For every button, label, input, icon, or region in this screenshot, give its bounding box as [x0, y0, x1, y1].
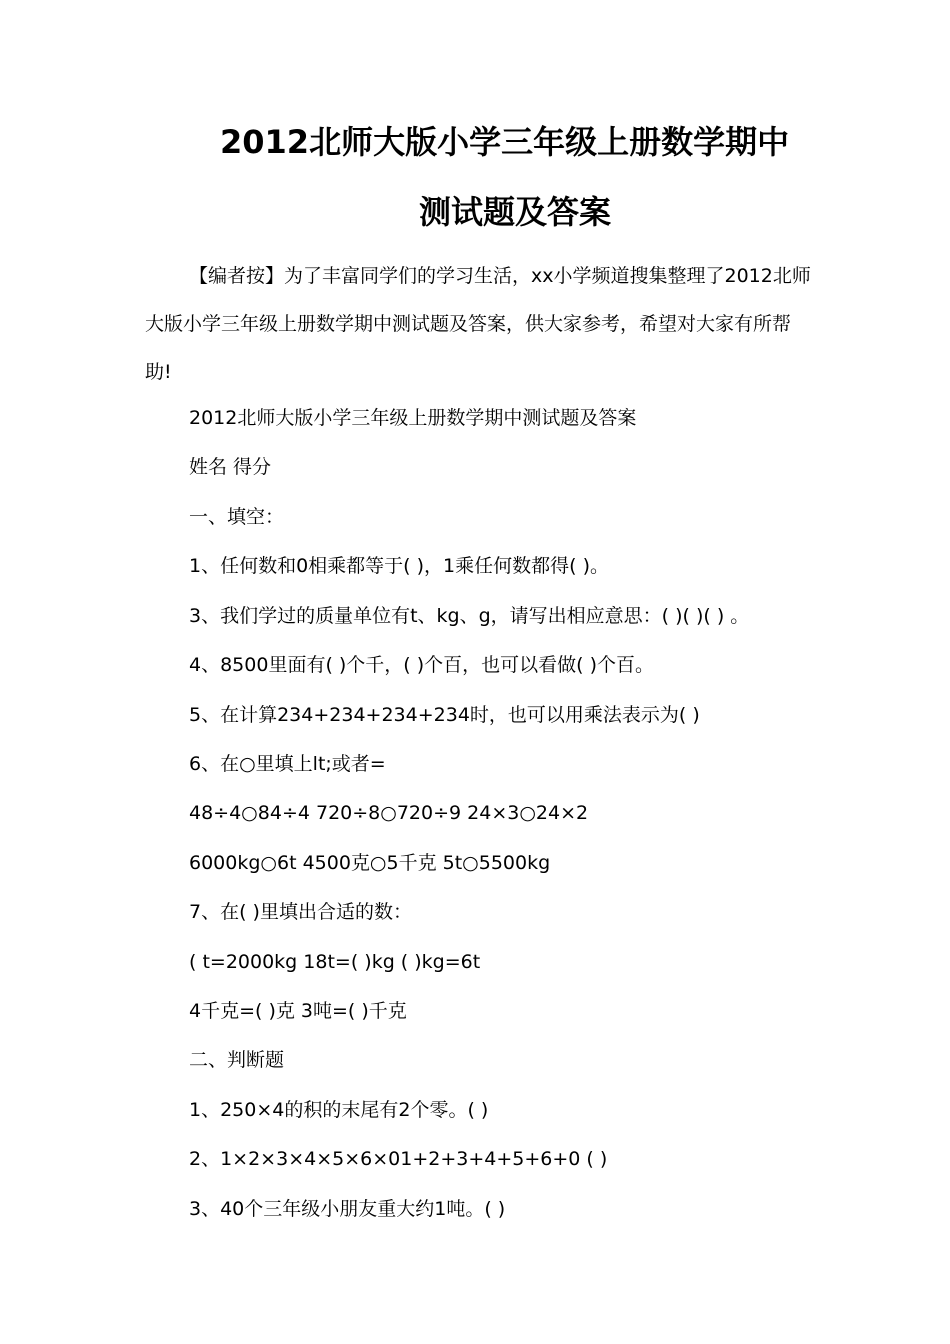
- subtitle-line: 2012北师大版小学三年级上册数学期中测试题及答案: [189, 407, 637, 429]
- question-line: 5、在计算234+234+234+234时，也可以用乘法表示为( ): [189, 704, 700, 726]
- section-heading-true-false: 二、判断题: [189, 1049, 285, 1071]
- question-line: 7、在( )里填出合适的数：: [189, 901, 412, 923]
- question-line: 4千克=( )克 3吨=( )千克: [189, 1000, 407, 1022]
- question-line: 2、1×2×3×4×5×6×01+2+3+4+5+6+0 ( ): [189, 1148, 608, 1170]
- document-title-line-1: 2012北师大版小学三年级上册数学期中: [220, 123, 790, 161]
- name-score-line: 姓名 得分: [189, 456, 272, 478]
- question-line: 4、8500里面有( )个千，( )个百，也可以看做( )个百。: [189, 654, 655, 676]
- question-line: 1、任何数和0相乘都等于( )，1乘任何数都得( )。: [189, 555, 609, 577]
- question-line: 6000kg○6t 4500克○5千克 5t○5500kg: [189, 852, 551, 874]
- question-line: 3、40个三年级小朋友重大约1吨。( ): [189, 1198, 506, 1220]
- document-title-line-2: 测试题及答案: [418, 193, 611, 231]
- question-line: ( t=2000kg 18t=( )kg ( )kg=6t: [189, 951, 481, 973]
- question-line: 48÷4○84÷4 720÷8○720÷9 24×3○24×2: [189, 802, 589, 824]
- question-line: 3、我们学过的质量单位有t、kg、g，请写出相应意思：( )( )( ) 。: [189, 605, 750, 627]
- question-line: 6、在○里填上lt;或者=: [189, 753, 386, 775]
- editor-note-paragraph: 【编者按】为了丰富同学们的学习生活，xx小学频道搜集整理了2012北师大版小学三年级上册数学期中测试题及答案，供大家参考，希望对大家有所帮助!: [145, 265, 811, 383]
- question-line: 1、250×4的积的末尾有2个零。( ): [189, 1099, 489, 1121]
- section-heading-fill-in: 一、填空：: [189, 506, 285, 528]
